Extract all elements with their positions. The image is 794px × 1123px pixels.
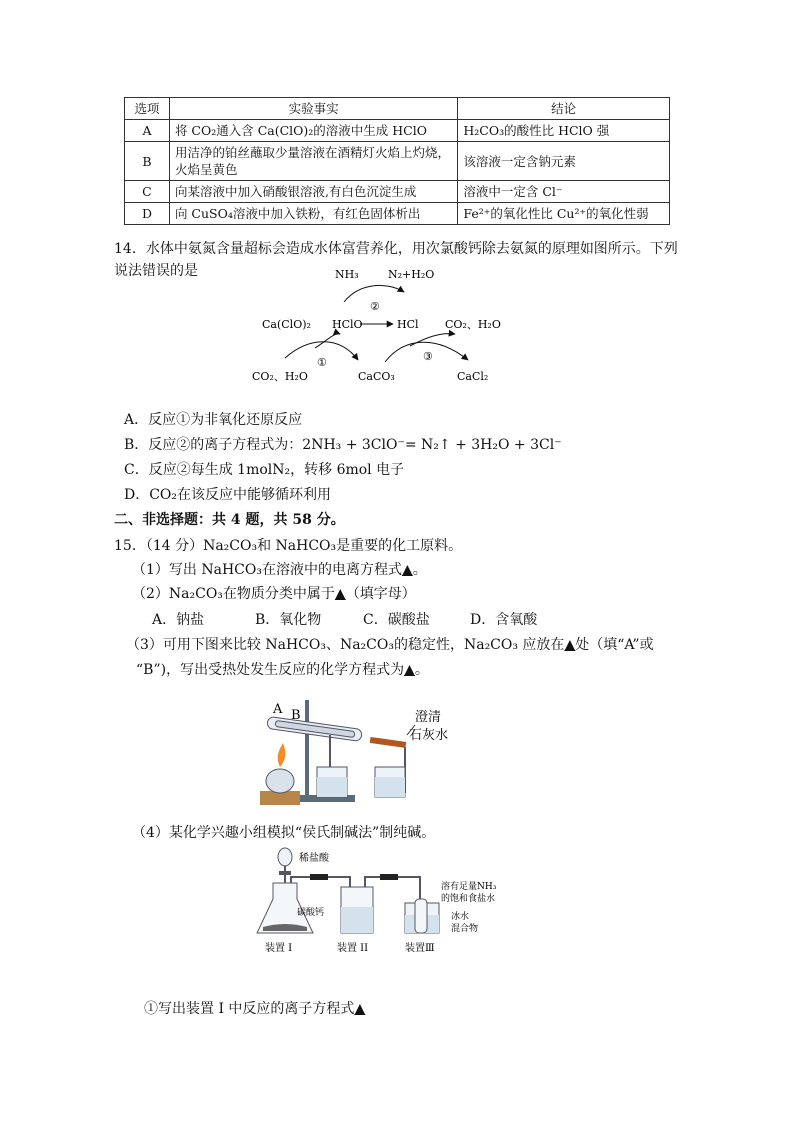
q15-part3-line2 [136, 659, 429, 679]
q15-part4-sub1 [144, 998, 365, 1018]
table-cell-option: D [125, 203, 170, 225]
flame-icon [278, 743, 286, 767]
lime-water-label-2: 石灰水 [409, 728, 449, 743]
nh3-label: NH₃ [335, 268, 359, 281]
ice-label-1: 冰水 [451, 912, 470, 922]
table-cell-conclusion: 溶液中一定含 Cl⁻ [458, 181, 670, 203]
answer-blank: ▲ [564, 637, 576, 653]
reaction1-branch-arrow [315, 334, 340, 348]
q14-option-a: A．反应①为非氧化还原反应 [124, 412, 303, 428]
lime-water-right [375, 777, 405, 797]
table-cell-fact: 向 CuSO₄溶液中加入铁粉，有红色固体析出 [169, 203, 457, 225]
hou-process-apparatus-figure [255, 843, 515, 958]
wash-liquid [341, 907, 373, 933]
q15-part1 [132, 559, 427, 579]
label-a: A [273, 702, 283, 717]
q14-stem-line2: 说法错误的是 [114, 263, 198, 279]
q15-part3-line2-text: “B”)，写出受热处发生反应的化学方程式为 [136, 662, 405, 678]
n2-h2o-label: N₂+H₂O [388, 268, 435, 281]
answer-blank: ▲ [354, 1001, 366, 1017]
table-cell-fact: 将 CO₂通入含 Ca(ClO)₂的溶液中生成 HClO [169, 120, 457, 142]
table-cell-option: C [125, 181, 170, 203]
hcl-label: HCl [397, 318, 419, 331]
table-row [125, 120, 670, 142]
table-header: 选项 [125, 98, 170, 120]
co2-h2o-right-label: CO₂、H₂O [445, 318, 501, 331]
nh3-brine-label-1: 溶有足量NH₃ [441, 882, 497, 892]
lime-water-left [317, 777, 347, 797]
device-3-label: 装置Ⅲ [405, 943, 435, 954]
q14-reaction-diagram [240, 262, 510, 386]
table-cell-fact: 用洁净的铂丝蘸取少量溶液在酒精灯火焰上灼烧，火焰呈黄色 [169, 142, 457, 181]
q15-part3-line2-end: 。 [414, 662, 429, 678]
table-cell-option: B [125, 142, 170, 181]
q14-option-c: C．反应②每生成 1molN₂，转移 6mol 电子 [124, 462, 405, 478]
table-cell-conclusion: Fe²⁺的氧化性比 Cu²⁺的氧化性弱 [458, 203, 670, 225]
acid-label: 稀盐酸 [299, 853, 329, 864]
cacl2-label: CaCl₂ [457, 370, 489, 383]
device-1-label: 装置 I [265, 943, 293, 954]
stand-rod [305, 700, 309, 800]
q15-part1-text: （1）写出 NaHCO₃在溶液中的电离方程式 [132, 562, 402, 578]
table-row [125, 203, 670, 225]
nh3-brine-label-2: 的饱和食盐水 [441, 894, 496, 904]
q15-part2-text: （2）Na₂CO₃在物质分类中属于 [132, 586, 335, 602]
tube-joint-1 [310, 874, 328, 880]
tube-joint-2 [380, 874, 398, 880]
answer-blank: ▲ [334, 586, 346, 602]
caco3-label: 碳酸钙 [297, 908, 325, 918]
q15-part3-line1 [126, 634, 654, 654]
caco3-label: CaCO₃ [358, 370, 395, 383]
hclo-label: HClO [332, 318, 363, 331]
dropping-funnel [278, 848, 292, 866]
experiment-table [124, 97, 670, 225]
co2-h2o-left-label: CO₂、H₂O [252, 370, 308, 383]
q15-stem: 15．（14 分）Na₂CO₃和 NaHCO₃是重要的化工原料。 [114, 538, 463, 554]
answer-blank: ▲ [404, 662, 415, 678]
table-header-row [125, 98, 670, 120]
q15-part2-option-d: D．含氧酸 [470, 612, 538, 628]
q15-part4: （4）某化学兴趣小组模拟“侯氏制碱法”制纯碱。 [132, 825, 436, 841]
q15-part3-mid: 处（填“A”或 [575, 637, 654, 653]
q15-part2-option-b: B．氧化物 [255, 612, 322, 628]
table-row [125, 181, 670, 203]
reaction-tube-3 [415, 899, 427, 933]
table-cell-fact: 向某溶液中加入硝酸银溶液,有白色沉淀生成 [169, 181, 457, 203]
q15-part2-option-a: A．钠盐 [152, 612, 205, 628]
q15-part2-end: （填字母） [345, 586, 416, 602]
table-header: 实验事实 [169, 98, 457, 120]
table-header: 结论 [458, 98, 670, 120]
reaction3-branch-arrow [410, 334, 455, 346]
label-b: B [291, 708, 301, 723]
reaction1-marker: ① [317, 356, 327, 369]
caclo2-label: Ca(ClO)₂ [262, 318, 311, 331]
table-row [125, 142, 670, 181]
q14-option-d: D．CO₂在该反应中能够循环利用 [124, 487, 332, 503]
answer-blank: ▲ [401, 562, 413, 578]
q15-part2 [132, 583, 416, 603]
section-title: 二、非选择题：共 4 题，共 58 分。 [114, 512, 345, 528]
ice-label-2: 混合物 [451, 924, 479, 934]
alcohol-lamp [266, 769, 294, 793]
q15-part4-sub1-text: ①写出装置 I 中反应的离子方程式 [144, 1001, 355, 1017]
table-cell-conclusion: 该溶液一定含钠元素 [458, 142, 670, 181]
q14-option-b: B．反应②的离子方程式为：2NH₃ + 3ClO⁻= N₂↑ + 3H₂O + 3Cl⁻ [124, 437, 562, 453]
funnel-stopcock [279, 871, 291, 875]
stability-apparatus-figure [255, 695, 495, 810]
table-cell-conclusion: H₂CO₃的酸性比 HClO 强 [458, 120, 670, 142]
table-cell-option: A [125, 120, 170, 142]
q15-part2-option-c: C．碳酸盐 [363, 612, 430, 628]
rubber-connector [370, 737, 406, 748]
lime-water-label-1: 澄清 [415, 710, 442, 725]
q15-part1-end: 。 [412, 562, 427, 578]
reaction2-marker: ② [370, 300, 380, 313]
device-2-label: 装置 II [337, 943, 369, 954]
q14-stem-line1: 14．水体中氨氮含量超标会造成水体富营养化，用次氯酸钙除去氨氮的原理如图所示。下列 [114, 241, 678, 257]
reaction3-marker: ③ [423, 350, 433, 363]
q15-part3-text: （3）可用下图来比较 NaHCO₃、Na₂CO₃的稳定性，Na₂CO₃ 应放在 [126, 637, 565, 653]
